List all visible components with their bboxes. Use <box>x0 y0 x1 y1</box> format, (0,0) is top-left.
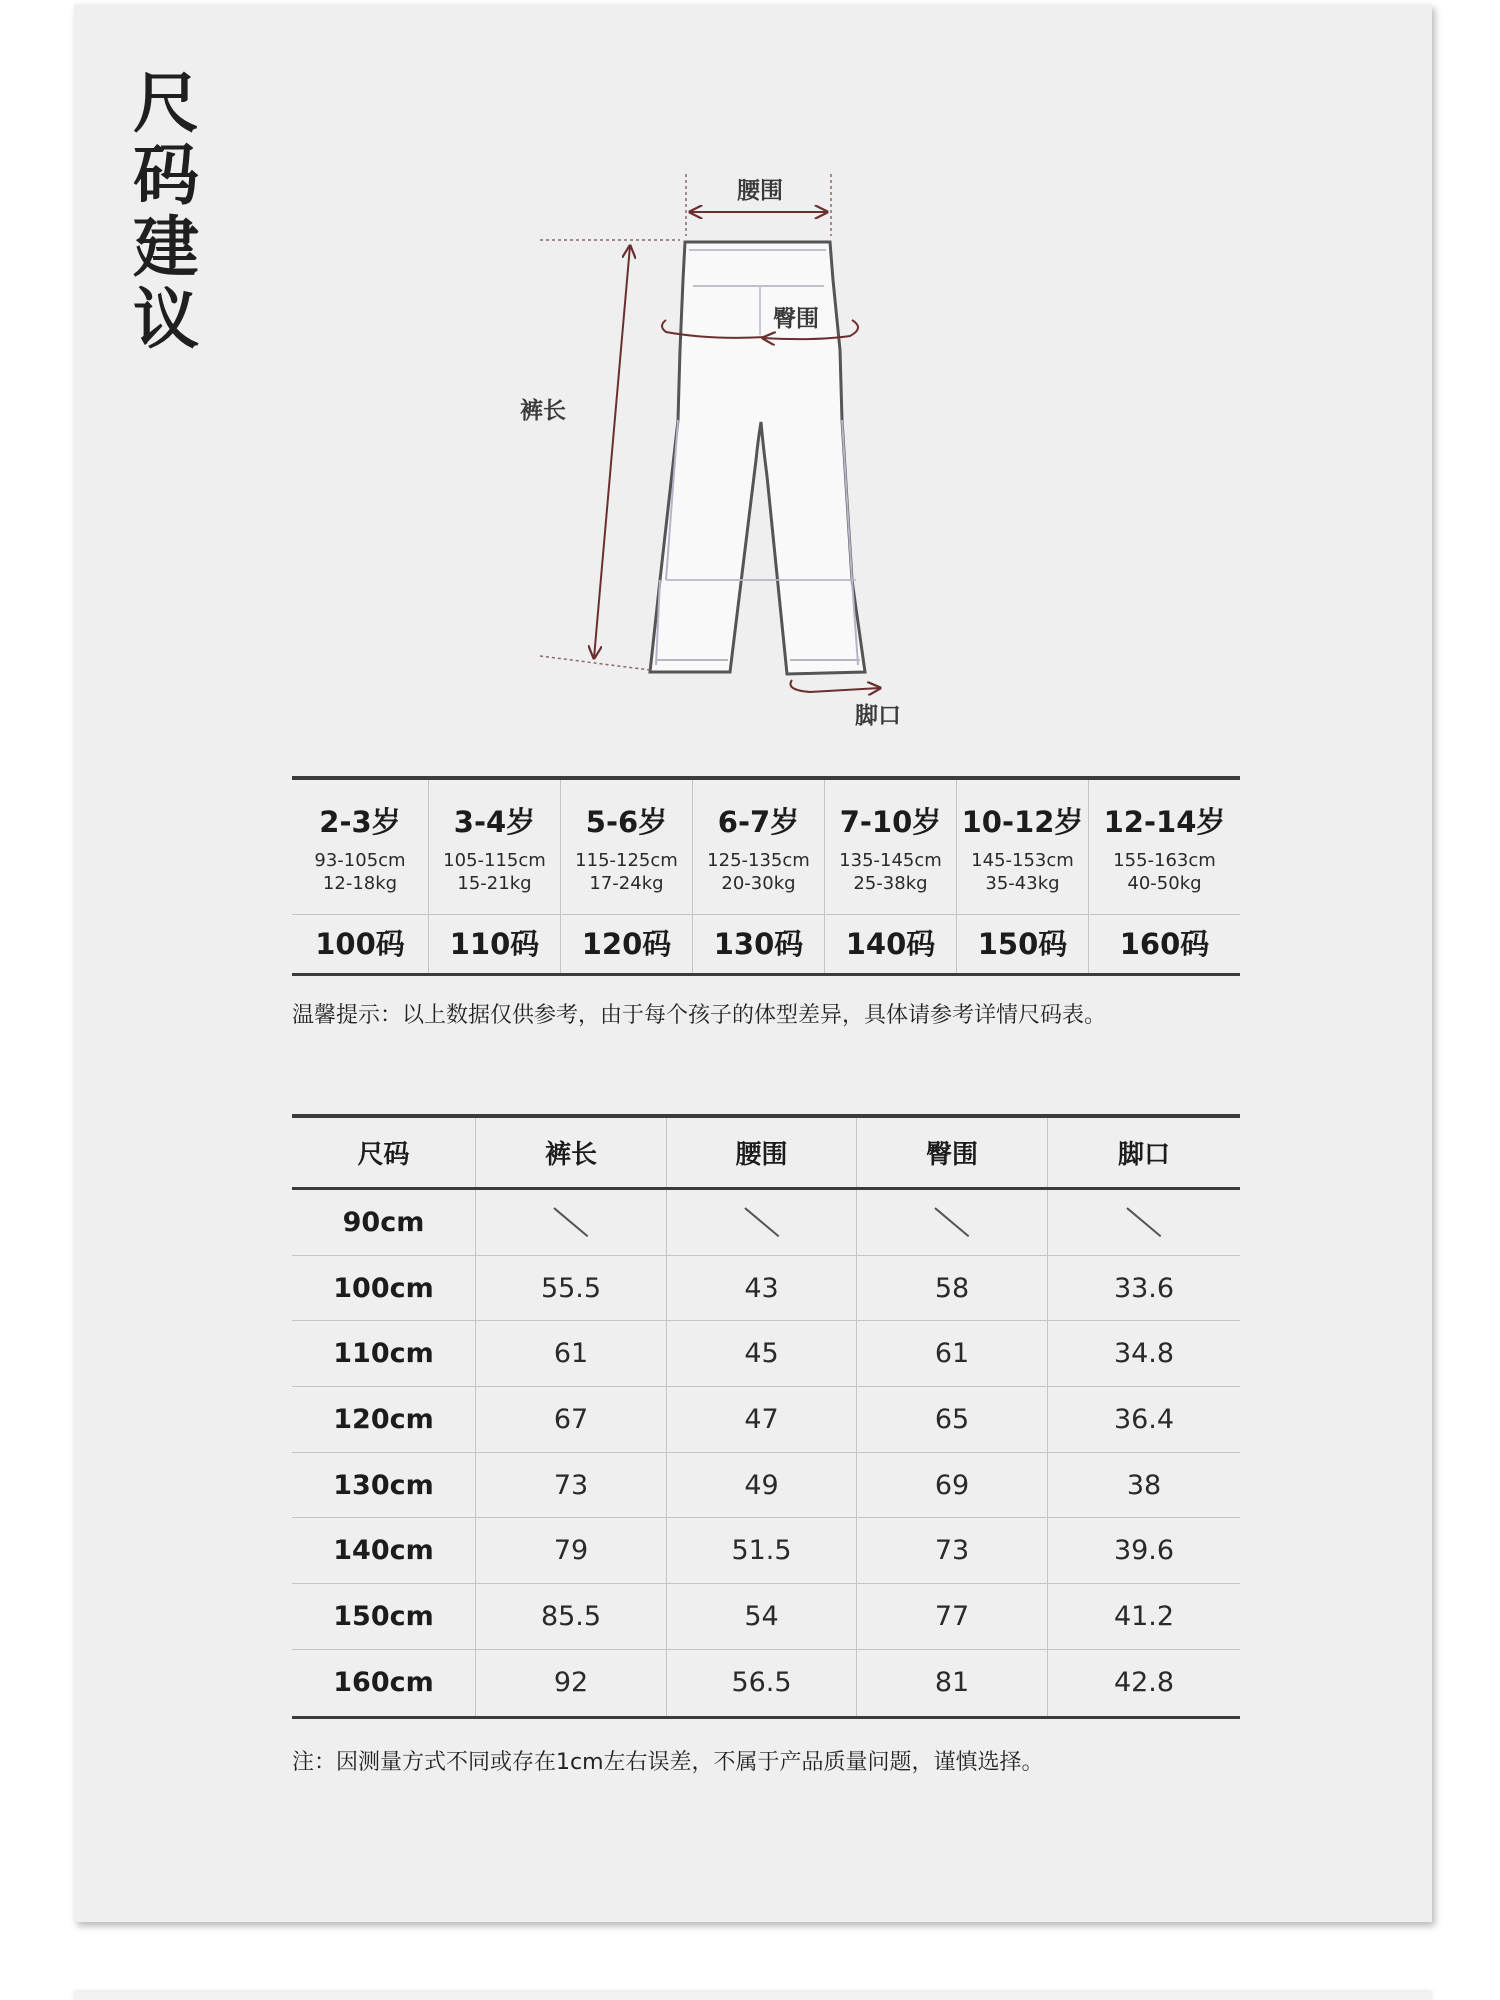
table-row <box>292 1453 1240 1519</box>
size-code-cell <box>561 915 693 973</box>
size-code-cell <box>825 915 957 973</box>
waist-cell: 47 <box>667 1387 857 1452</box>
size-code: 140码 <box>845 927 936 961</box>
height-range: 125-135cm <box>707 850 810 871</box>
table-row <box>292 1584 1240 1650</box>
length-cell: 73 <box>476 1453 667 1518</box>
size-cell: 130cm <box>292 1453 476 1518</box>
size-code-cell <box>957 915 1089 973</box>
header-length: 裤长 <box>476 1118 667 1187</box>
age-range: 6-7岁 <box>717 805 800 839</box>
hip-cell <box>857 1190 1048 1255</box>
hem-cell: 41.2 <box>1113 1600 1175 1632</box>
length-label: 裤长 <box>520 398 566 424</box>
title-char: 尺 <box>133 65 199 142</box>
hip-cell: 81 <box>857 1650 1048 1716</box>
waist-cell: 51.5 <box>667 1518 857 1583</box>
size-code: 150码 <box>977 927 1068 961</box>
size-cell: 100cm <box>292 1256 476 1321</box>
age-row <box>292 780 1240 915</box>
size-cell: 90cm <box>292 1190 476 1255</box>
size-cell: 160cm <box>292 1650 476 1716</box>
header-hem: 脚口 <box>1117 1140 1170 1170</box>
page-title <box>133 65 213 358</box>
waist-cell: 45 <box>667 1321 857 1386</box>
age-range: 5-6岁 <box>585 805 668 839</box>
size-code: 130码 <box>713 927 804 961</box>
weight-range: 12-18kg <box>322 873 398 894</box>
hip-cell: 77 <box>857 1584 1048 1649</box>
size-code: 100码 <box>315 927 405 961</box>
weight-range: 25-38kg <box>853 873 928 894</box>
age-cell <box>292 780 429 914</box>
footnote: 注：因测量方式不同或存在1cm左右误差，不属于产品质量问题，谨慎选择。 <box>292 1750 1044 1775</box>
weight-range: 17-24kg <box>589 873 664 894</box>
pants-measurement-diagram <box>520 160 920 740</box>
hem-cell: 42.8 <box>1113 1667 1175 1699</box>
size-cell: 140cm <box>292 1518 476 1583</box>
hip-label: 臀围 <box>773 306 819 332</box>
next-card-edge <box>74 1992 1432 2000</box>
age-range: 2-3岁 <box>319 805 401 839</box>
size-code-cell <box>693 915 825 973</box>
reference-tip: 温馨提示：以上数据仅供参考，由于每个孩子的体型差异，具体请参考详情尺码表。 <box>292 1003 1107 1028</box>
size-cell: 110cm <box>292 1321 476 1386</box>
height-range: 115-125cm <box>575 850 678 871</box>
table-row <box>292 1321 1240 1387</box>
waist-cell: 49 <box>667 1453 857 1518</box>
hem-cell <box>1048 1190 1240 1255</box>
title-char: 议 <box>133 281 199 358</box>
measurement-table <box>292 1114 1240 1719</box>
hem-cell: 33.6 <box>1113 1272 1175 1304</box>
header-waist: 腰围 <box>667 1118 857 1187</box>
size-code-cell <box>429 915 561 973</box>
size-code-cell <box>1089 915 1240 973</box>
waist-label: 腰围 <box>737 178 783 204</box>
header-hip: 臀围 <box>857 1118 1048 1187</box>
hem-cell: 38 <box>1126 1469 1162 1501</box>
age-range: 10-12岁 <box>961 805 1084 839</box>
length-cell: 67 <box>476 1387 667 1452</box>
no-data-slash <box>935 1208 970 1237</box>
length-cell: 85.5 <box>476 1584 667 1649</box>
height-range: 155-163cm <box>1113 850 1216 871</box>
hem-cell: 39.6 <box>1113 1535 1175 1567</box>
waist-cell <box>667 1190 857 1255</box>
hem-arrow <box>790 680 880 692</box>
hip-cell: 65 <box>857 1387 1048 1452</box>
length-cell: 55.5 <box>476 1256 667 1321</box>
hip-cell: 58 <box>857 1256 1048 1321</box>
length-cell <box>476 1190 667 1255</box>
hip-cell: 61 <box>857 1321 1048 1386</box>
table-row <box>292 1190 1240 1256</box>
length-cell: 79 <box>476 1518 667 1583</box>
no-data-slash <box>1127 1208 1162 1237</box>
size-code-cell <box>292 915 429 973</box>
age-range: 7-10岁 <box>839 805 942 839</box>
weight-range: 40-50kg <box>1127 873 1202 894</box>
age-cell <box>429 780 561 914</box>
hip-cell: 73 <box>857 1518 1048 1583</box>
length-cell: 92 <box>476 1650 667 1716</box>
size-code: 160码 <box>1119 927 1210 961</box>
hem-cell: 36.4 <box>1113 1403 1175 1435</box>
size-code-row <box>292 915 1240 973</box>
table-body <box>292 1190 1240 1716</box>
hip-cell: 69 <box>857 1453 1048 1518</box>
no-data-slash <box>554 1208 589 1237</box>
age-cell <box>825 780 957 914</box>
weight-range: 15-21kg <box>457 873 532 894</box>
hem-label: 脚口 <box>855 703 901 729</box>
table-row <box>292 1650 1240 1716</box>
pants-shape <box>650 242 865 674</box>
waist-cell: 54 <box>667 1584 857 1649</box>
table-row <box>292 1518 1240 1584</box>
length-cell: 61 <box>476 1321 667 1386</box>
table-row <box>292 1256 1240 1322</box>
age-cell <box>1089 780 1240 914</box>
waist-cell: 43 <box>667 1256 857 1321</box>
age-range: 3-4岁 <box>453 805 536 839</box>
size-cell: 150cm <box>292 1584 476 1649</box>
height-range: 135-145cm <box>839 850 942 871</box>
size-cell: 120cm <box>292 1387 476 1452</box>
weight-range: 35-43kg <box>985 873 1060 894</box>
title-char: 建 <box>133 209 199 286</box>
height-range: 93-105cm <box>314 850 406 871</box>
table-row <box>292 1387 1240 1453</box>
length-arrow <box>594 246 630 658</box>
pants-illustration <box>520 160 920 740</box>
age-range: 12-14岁 <box>1103 805 1226 839</box>
no-data-slash <box>744 1208 779 1237</box>
header-size: 尺码 <box>292 1118 476 1187</box>
size-code: 110码 <box>449 927 540 961</box>
waist-cell: 56.5 <box>667 1650 857 1716</box>
age-cell <box>693 780 825 914</box>
table-header-row <box>292 1118 1240 1190</box>
weight-range: 20-30kg <box>721 873 796 894</box>
title-char: 码 <box>133 137 199 214</box>
height-range: 105-115cm <box>443 850 546 871</box>
length-guide-bottom <box>540 656 650 670</box>
age-cell <box>957 780 1089 914</box>
size-code: 120码 <box>581 927 672 961</box>
age-cell <box>561 780 693 914</box>
height-range: 145-153cm <box>971 850 1074 871</box>
hem-cell: 34.8 <box>1113 1338 1175 1370</box>
size-recommendation-table <box>292 776 1240 976</box>
